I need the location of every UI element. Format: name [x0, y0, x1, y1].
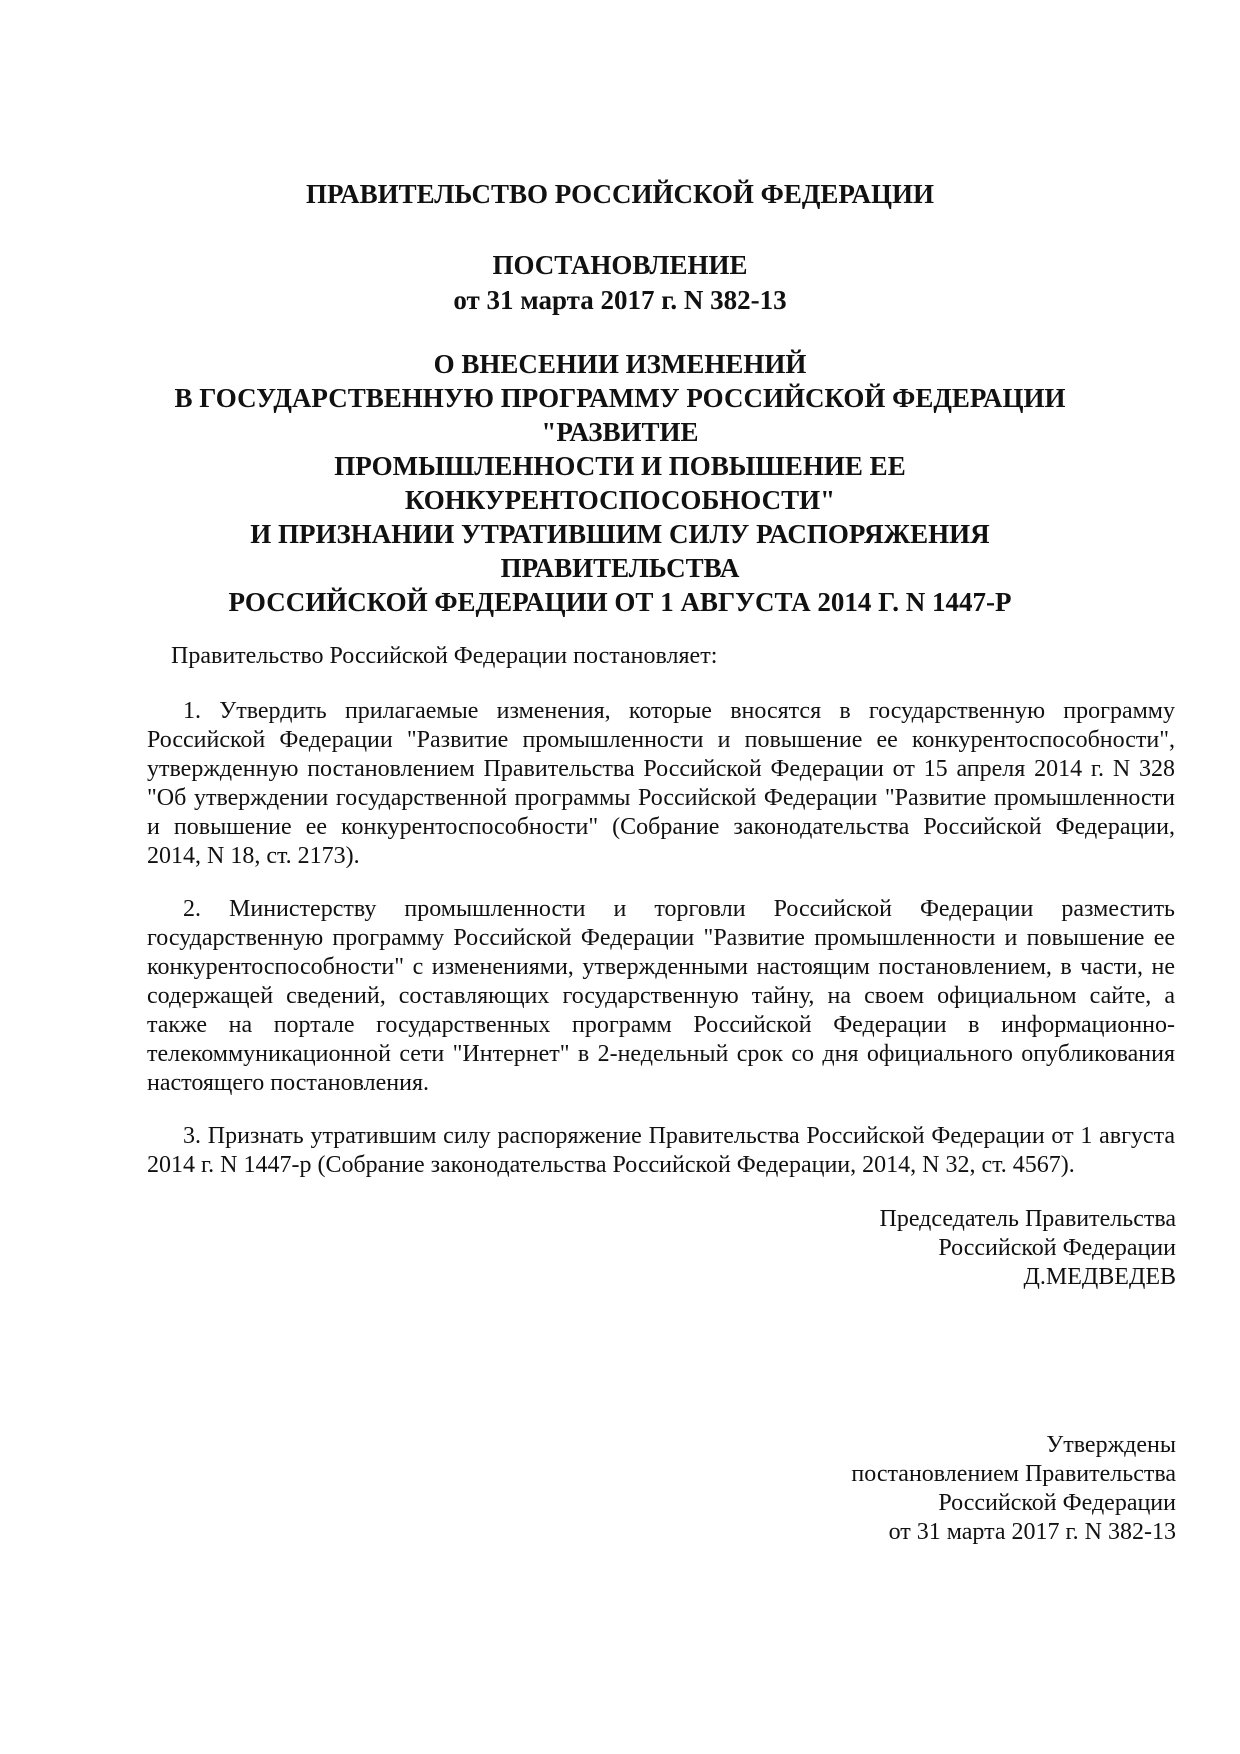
approval-line: Утверждены [1046, 1432, 1176, 1458]
title-line: И ПРИЗНАНИИ УТРАТИВШИМ СИЛУ РАСПОРЯЖЕНИЯ [250, 519, 990, 549]
government-heading: ПРАВИТЕЛЬСТВО РОССИЙСКОЙ ФЕДЕРАЦИИ [306, 179, 934, 209]
signature-position-country: Российской Федерации [938, 1235, 1176, 1261]
title-line: ПРАВИТЕЛЬСТВА [500, 553, 740, 583]
approval-line: Российской Федерации [938, 1490, 1176, 1516]
document-date: от 31 марта 2017 г. N 382-13 [453, 285, 787, 315]
title-line: ПРОМЫШЛЕННОСТИ И ПОВЫШЕНИЕ ЕЕ [334, 451, 906, 481]
approval-line: постановлением Правительства [851, 1461, 1176, 1487]
title-line: "РАЗВИТИЕ [541, 417, 699, 447]
title-line: О ВНЕСЕНИИ ИЗМЕНЕНИЙ [433, 349, 807, 379]
title-line: РОССИЙСКОЙ ФЕДЕРАЦИИ ОТ 1 АВГУСТА 2014 Г. N 1447-Р [228, 587, 1012, 617]
signature-position: Председатель Правительства [879, 1206, 1176, 1232]
paragraph-3 [147, 1122, 1175, 1180]
document-type: ПОСТАНОВЛЕНИЕ [492, 250, 748, 280]
title-line: КОНКУРЕНТОСПОСОБНОСТИ" [404, 485, 836, 515]
paragraph-1 [147, 697, 1175, 871]
approval-block [851, 1431, 1176, 1547]
intro-paragraph [147, 642, 1175, 671]
paragraph-text: 1. Утвердить прилагаемые изменения, которые вносятся в государственную программу Российской Федерации "Развитие промышленности и повышение ее конкурентоспособности", утвержденную постановлением Правительства Российской Федерации от 15 апреля 2014 г. N 328 "Об утверждении государственной программы Российской Федерации "Развитие промышленности и повышение ее конкурентоспособности" (Собрание законодательства Российской Федерации, 2014, N 18, ст. 2173). [147, 698, 1175, 869]
signature-block [880, 1205, 1177, 1292]
paragraph-text: 2. Министерству промышленности и торговли Российской Федерации разместить государственную программу Российской Федерации "Развитие промышленности и повышение ее конкурентоспособности" с изменениями, утвержденными настоящим постановлением, в части, не содержащей сведений, составляющих государственную тайну, на своем официальном сайте, а также на портале государственных программ Российской Федерации в информационно-телекоммуникационной сети "Интернет" в 2-недельный срок со дня официального опубликования настоящего постановления. [147, 896, 1175, 1096]
approval-date: от 31 марта 2017 г. N 382-13 [888, 1519, 1176, 1545]
title-line: В ГОСУДАРСТВЕННУЮ ПРОГРАММУ РОССИЙСКОЙ ФЕДЕРАЦИИ [174, 383, 1066, 413]
signature-name: Д.МЕДВЕДЕВ [1023, 1264, 1176, 1290]
paragraph-text: 3. Признать утратившим силу распоряжение Правительства Российской Федерации от 1 августа 2014 г. N 1447-р (Собрание законодательства Российской Федерации, 2014, N 32, ст. 4567). [147, 1123, 1175, 1178]
intro-text: Правительство Российской Федерации постановляет: [171, 643, 718, 669]
paragraph-2 [147, 895, 1175, 1098]
